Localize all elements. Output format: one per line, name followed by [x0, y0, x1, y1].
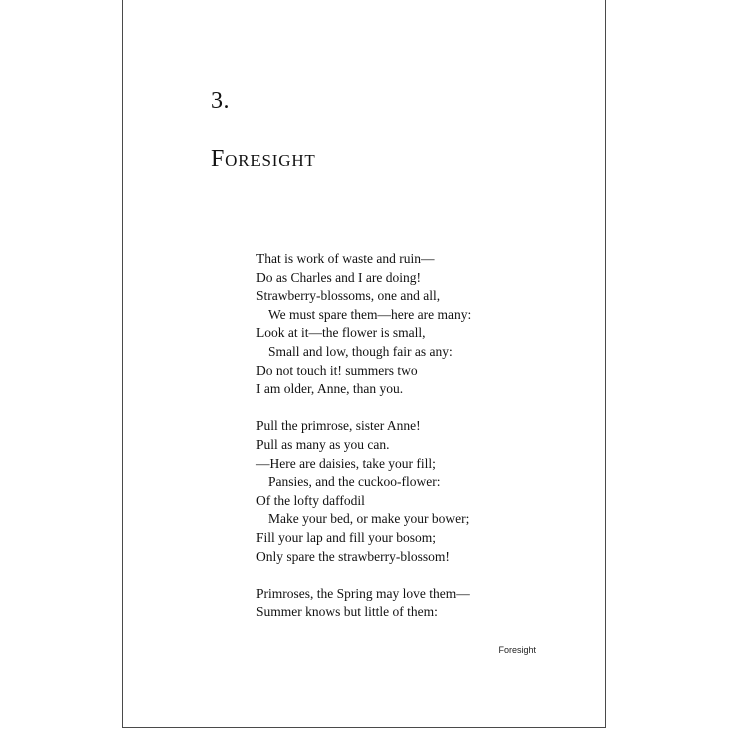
running-footer-title: Foresight	[498, 645, 536, 655]
poem-line: Summer knows but little of them:	[256, 604, 438, 620]
poem-line: Only spare the strawberry-blossom!	[256, 548, 450, 564]
stanza-2	[256, 417, 576, 566]
poem-line: Strawberry-blossoms, one and all,	[256, 288, 441, 304]
poem-line: We must spare them—here are many:	[268, 306, 472, 322]
book-page	[122, 0, 606, 728]
poem-line: I am older, Anne, than you.	[256, 381, 404, 397]
poem-line: Pull the primrose, sister Anne!	[256, 418, 421, 434]
chapter-title: Foresight	[211, 146, 316, 172]
poem-line: Small and low, though fair as any:	[268, 343, 453, 359]
poem-line: That is work of waste and ruin—	[256, 251, 435, 266]
poem-line: Fill your lap and fill your bosom;	[256, 529, 436, 545]
stanza-1	[256, 250, 576, 399]
poem-line: Do as Charles and I are doing!	[256, 269, 421, 285]
poem-line: Of the lofty daffodil	[256, 492, 365, 508]
chapter-number: 3.	[211, 88, 230, 114]
poem-line: Pull as many as you can.	[256, 436, 390, 452]
poem-body	[256, 250, 576, 640]
poem-line: Make your bed, or make your bower;	[268, 511, 470, 527]
poem-line: Pansies, and the cuckoo-flower:	[268, 474, 441, 490]
stanza-3	[256, 585, 576, 622]
poem-line: Do not touch it! summers two	[256, 362, 418, 378]
poem-line: Look at it—the flower is small,	[256, 325, 426, 341]
poem-line: —Here are daisies, take your fill;	[256, 455, 436, 471]
poem-line: Primroses, the Spring may love them—	[256, 585, 470, 601]
